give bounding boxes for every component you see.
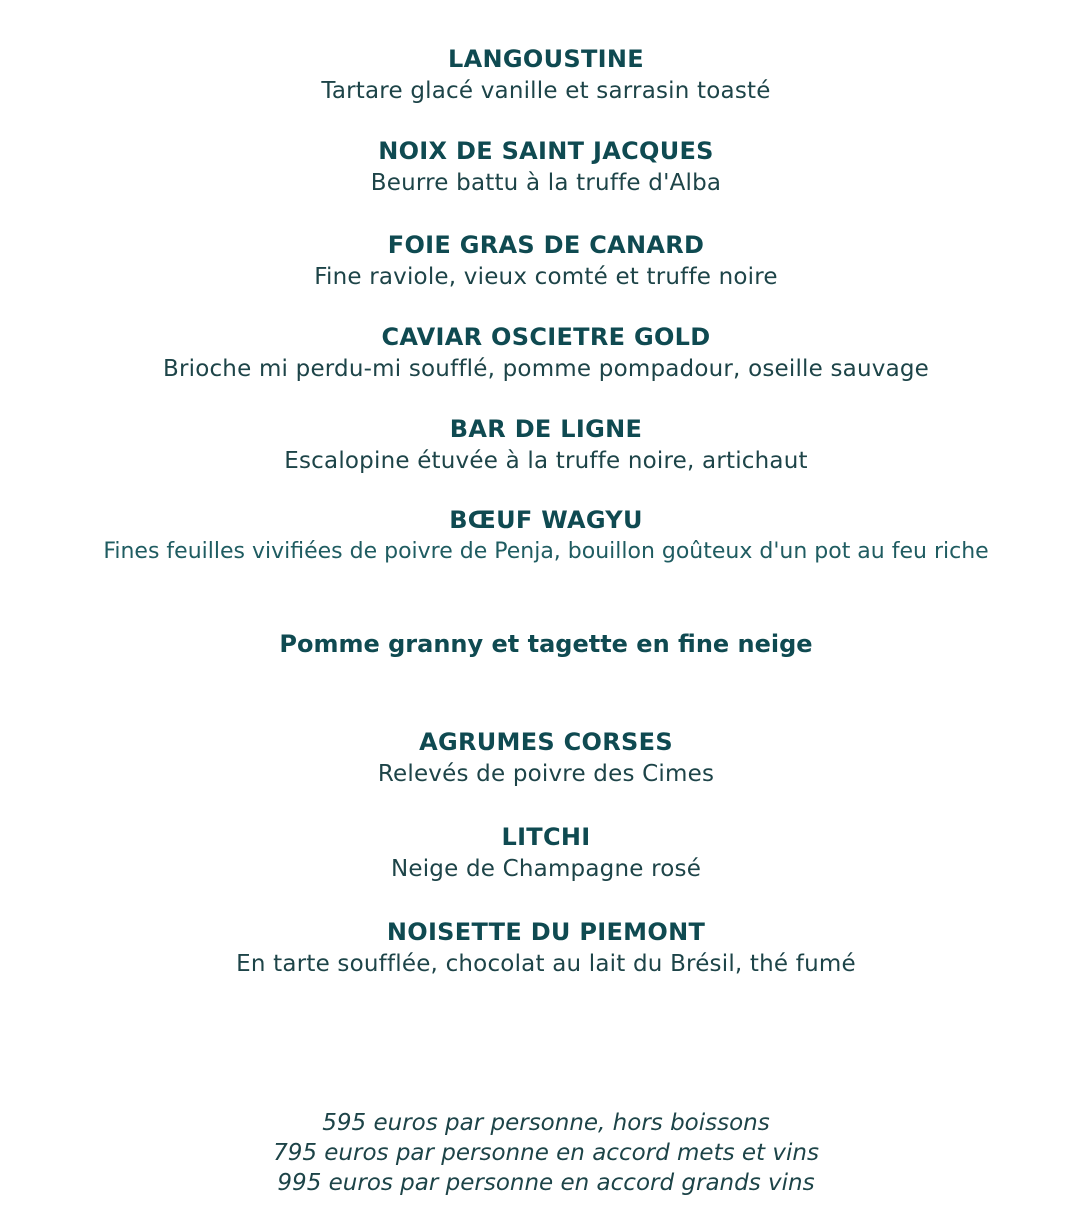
course-description: Tartare glacé vanille et sarrasin toasté <box>321 78 771 104</box>
interlude-course: Pomme granny et tagette en fine neige <box>279 630 813 658</box>
dessert-description: Neige de Champagne rosé <box>390 856 702 882</box>
price-line: 795 euros par personne en accord mets et vins <box>273 1140 819 1166</box>
course-description: Brioche mi perdu-mi soufflé, pomme pompadour, oseille sauvage <box>162 356 930 382</box>
dessert-description: Relevés de poivre des Cimes <box>377 761 715 787</box>
course-description: Fine raviole, vieux comté et truffe noire <box>314 264 778 290</box>
course-caviar <box>0 321 1080 385</box>
course-description: Escalopine étuvée à la truffe noire, artichaut <box>284 448 808 474</box>
dessert-title: AGRUMES CORSES <box>419 728 673 756</box>
course-title: LANGOUSTINE <box>448 45 644 73</box>
course-boeuf-wagyu <box>0 504 1080 568</box>
dessert-litchi <box>0 821 1080 885</box>
course-title: FOIE GRAS DE CANARD <box>387 231 705 259</box>
dessert-agrumes <box>0 726 1080 790</box>
price-list <box>0 1108 1080 1198</box>
course-saint-jacques <box>0 135 1080 199</box>
dessert-title: NOISETTE DU PIEMONT <box>386 918 706 946</box>
course-title: NOIX DE SAINT JACQUES <box>378 137 714 165</box>
course-title: BAR DE LIGNE <box>449 415 643 443</box>
course-bar-de-ligne <box>0 413 1080 477</box>
dessert-title: LITCHI <box>501 823 591 851</box>
course-title: BŒUF WAGYU <box>449 506 643 534</box>
course-description: Fines feuilles vivifiées de poivre de Penja, bouillon goûteux d'un pot au feu riche <box>103 539 989 564</box>
course-langoustine <box>0 43 1080 107</box>
price-line: 595 euros par personne, hors boissons <box>322 1110 770 1136</box>
course-title: CAVIAR OSCIETRE GOLD <box>381 323 711 351</box>
course-foie-gras <box>0 229 1080 293</box>
dessert-noisette <box>0 916 1080 980</box>
dessert-description: En tarte soufflée, chocolat au lait du Brésil, thé fumé <box>236 951 856 977</box>
course-description: Beurre battu à la truffe d'Alba <box>370 170 722 196</box>
price-line: 995 euros par personne en accord grands vins <box>277 1170 815 1196</box>
